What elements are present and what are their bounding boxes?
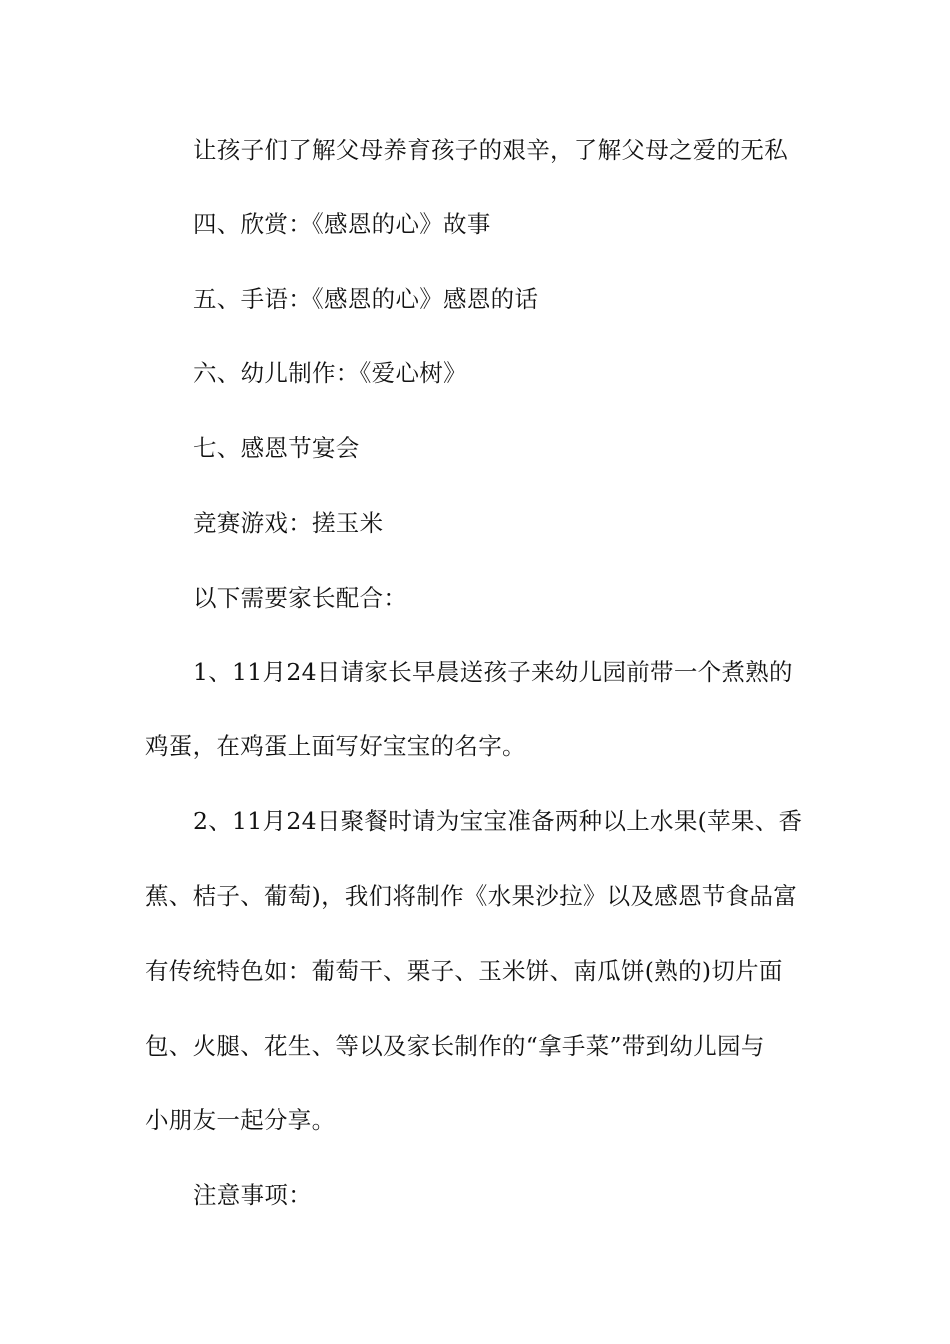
paragraph-line: 四、欣赏：《感恩的心》故事 [193,210,491,238]
paragraph-line: 五、手语：《感恩的心》感恩的话 [193,285,539,313]
section-heading: 注意事项： [193,1181,312,1209]
paragraph-line: 让孩子们了解父母养育孩子的艰辛，了解父母之爱的无私 [193,136,788,164]
paragraph-line: 六、幼儿制作：《爱心树》 [193,359,467,387]
paragraph-line: 1、11月24日请家长早晨送孩子来幼儿园前带一个煮熟的 [193,658,793,686]
paragraph-line: 以下需要家长配合： [193,584,408,612]
paragraph-line: 蕉、桔子、葡萄)，我们将制作《水果沙拉》以及感恩节食品富 [145,882,798,910]
paragraph-line: 小朋友一起分享。 [145,1106,336,1134]
paragraph-line: 竞赛游戏：搓玉米 [193,509,384,537]
paragraph-line: 有传统特色如：葡萄干、栗子、玉米饼、南瓜饼(熟的)切片面 [145,957,783,985]
paragraph-line: 七、感恩节宴会 [193,434,360,462]
paragraph-line: 包、火腿、花生、等以及家长制作的“拿手菜”带到幼儿园与 [145,1032,765,1060]
paragraph-line: 鸡蛋，在鸡蛋上面写好宝宝的名字。 [145,732,526,760]
paragraph-line: 2、11月24日聚餐时请为宝宝准备两种以上水果(苹果、香 [193,807,803,835]
